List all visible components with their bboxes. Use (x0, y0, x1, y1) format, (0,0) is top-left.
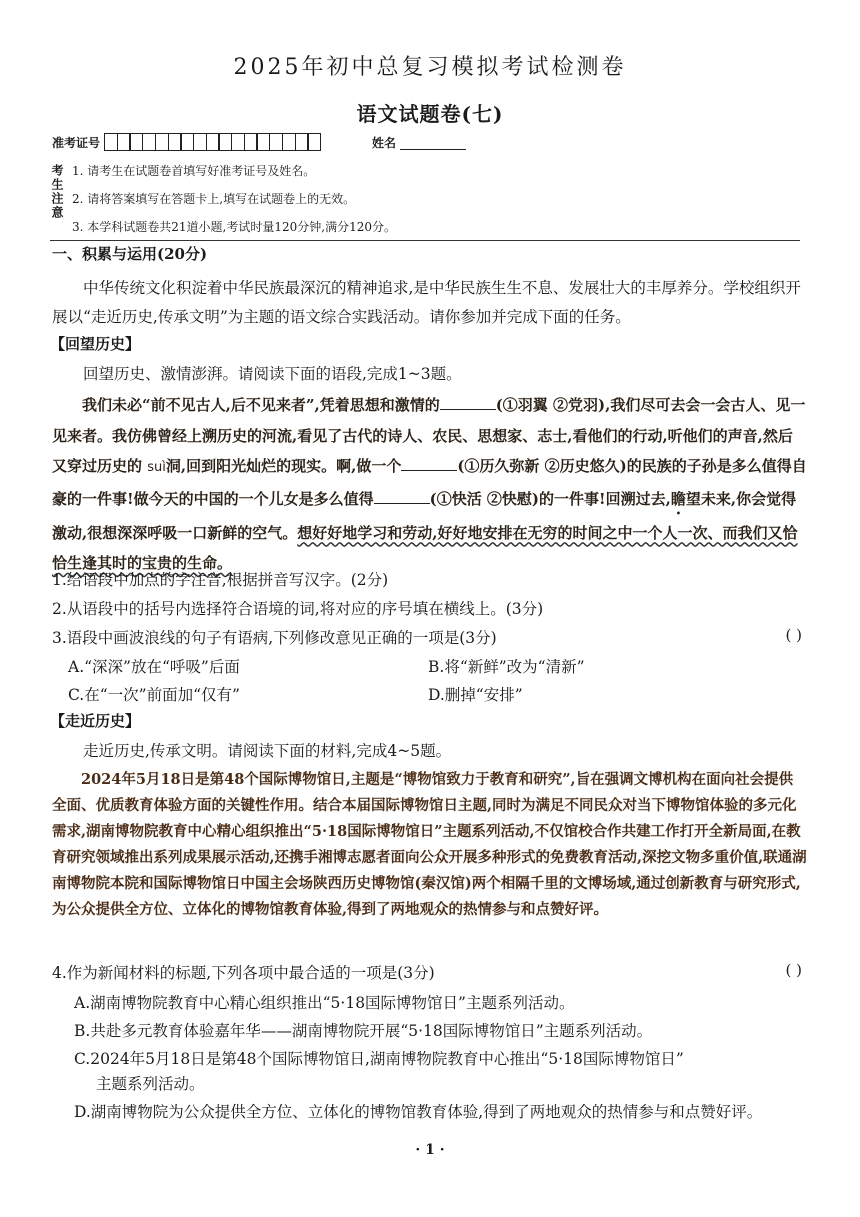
divider (50, 240, 800, 241)
id-boxes[interactable] (104, 133, 320, 151)
exam-title: 2025年初中总复习模拟考试检测卷 (233, 55, 627, 80)
note-item: 2. 请将答案填写在答题卡上,填写在试题卷上的无效。 (72, 192, 356, 206)
candidate-id-row (52, 132, 466, 152)
question-1: 1.给语段中加点的字注音,根据拼音写汉字。(2分) (52, 571, 389, 589)
id-label: 准考证号 (52, 135, 101, 150)
name-field[interactable] (400, 135, 466, 150)
name-label: 姓名 (371, 135, 396, 150)
exam-notes (50, 160, 396, 244)
question-2: 2.从语段中的括号内选择符合语境的词,将对应的序号填在横线上。(3分) (52, 600, 544, 618)
answer-paren-3[interactable]: ( ) (785, 626, 802, 644)
reading-passage: 我们未必“前不见古人,后不见来者”,凭着思想和激情的 (①羽翼 ②党羽),我们尽可去会一会古人、见一见来者。我仿佛曾经上溯历史的河流,看见了古代的诗人、农民、思想家、志士,看他们的行动,听他们的声音,然后又穿过历史的 suì洞,回到阳光灿烂的现实。啊,做一个 (①历久弥新 ②历史悠久)的民族的子孙是多么值得自豪的一件事!做今天的中国的一个儿女是多么值得 (①快活 ②快慰)的一件事!回溯过去,瞻望未来,你会觉得激动,很想深深呼吸一口新鲜的空气。想好好地学习和劳动,好好地安排在无穷的时间之中一个人一次、而我们又恰恰生逢其时的宝贵的生命。 (52, 396, 807, 572)
option-b[interactable]: B.将“新鲜”改为“清新” (428, 658, 585, 676)
question-3: 3.语段中画波浪线的句子有语病,下列修改意见正确的一项是(3分) (52, 629, 497, 647)
option-c[interactable]: C.2024年5月18日是第48个国际博物馆日,湖南博物院教育中心推出“5·18国际博物馆日” (74, 1050, 684, 1068)
part-tag-history: 【回望历史】 (50, 335, 141, 353)
answer-blank-2[interactable] (401, 456, 457, 471)
pinyin-mark: suì (147, 460, 166, 475)
notes-side-label: 考生注意 (50, 164, 64, 220)
question-4: 4.作为新闻材料的标题,下列各项中最合适的一项是(3分) (52, 964, 435, 982)
part-tag-approach: 【走近历史】 (50, 712, 141, 730)
section-heading: 一、积累与运用(20分) (52, 245, 208, 263)
id-digit-box[interactable] (307, 133, 321, 151)
option-a[interactable]: A.“深深”放在“呼吸”后面 (68, 658, 240, 676)
paper-subtitle: 语文试题卷(七) (356, 102, 504, 126)
part-lead-2: 走近历史,传承文明。请阅读下面的材料,完成4~5题。 (83, 742, 452, 760)
option-d[interactable]: D.删掉“安排” (428, 686, 523, 704)
option-b[interactable]: B.共赴多元教育体验嘉年华——湖南博物院开展“5·18国际博物馆日”主题系列活动。 (74, 1022, 653, 1040)
wavy-sentence: 想好好地学习和劳动,好好地安排在无穷的时间之中一个人一次、而我们又恰恰生逢其时的宝贵的生命。 (52, 523, 798, 572)
note-item: 1. 请考生在试题卷首填写好准考证号及姓名。 (72, 164, 316, 178)
page-number: · 1 · (415, 1142, 445, 1158)
option-a[interactable]: A.湖南博物院教育中心精心组织推出“5·18国际博物馆日”主题系列活动。 (74, 994, 575, 1012)
answer-blank-3[interactable] (374, 489, 430, 504)
section-intro: 中华传统文化积淀着中华民族最深沉的精神追求,是中华民族生生不息、发展壮大的丰厚养分。学校组织开展以“走近历史,传承文明”为主题的语文综合实践活动。请你参加并完成下面的任务。 (52, 279, 801, 326)
option-c[interactable]: C.在“一次”前面加“仅有” (68, 686, 240, 704)
option-d[interactable]: D.湖南博物院为公众提供全方位、立体化的博物馆教育体验,得到了两地观众的热情参与和点赞好评。 (74, 1103, 763, 1121)
answer-blank-1[interactable] (440, 395, 496, 410)
dotted-char: 瞻 (670, 489, 686, 508)
answer-paren-4[interactable]: ( ) (785, 961, 802, 979)
note-item: 3. 本学科试题卷共21道小题,考试时量120分钟,满分120分。 (72, 220, 396, 234)
part-lead: 回望历史、激情澎湃。请阅读下面的语段,完成1~3题。 (83, 365, 462, 383)
option-c-cont: 主题系列活动。 (96, 1075, 205, 1093)
news-material: 2024年5月18日是第48个国际博物馆日,主题是“博物馆致力于教育和研究”,旨在强调文博机构在面向社会提供全面、优质教育体验方面的关键性作用。结合本届国际博物馆日主题,同时为满足不同民众对当下博物馆体验的多元化需求,湖南博物院教育中心精心组织推出“5·18国际博物馆日”主题系列活动,不仅馆校合作共建工作打开全新局面,在教育研究领域推出系列成果展示活动,还携手湘博志愿者面向公众开展多种形式的免费教育活动,深挖文物多重价值,联通湖南博物院本院和国际博物馆日中国主会场陕西历史博物馆(秦汉馆)两个相隔千里的文博场域,通过创新教育与研究形式,为公众提供全方位、立体化的博物馆教育体验,得到了两地观众的热情参与和点赞好评。 (52, 771, 807, 918)
